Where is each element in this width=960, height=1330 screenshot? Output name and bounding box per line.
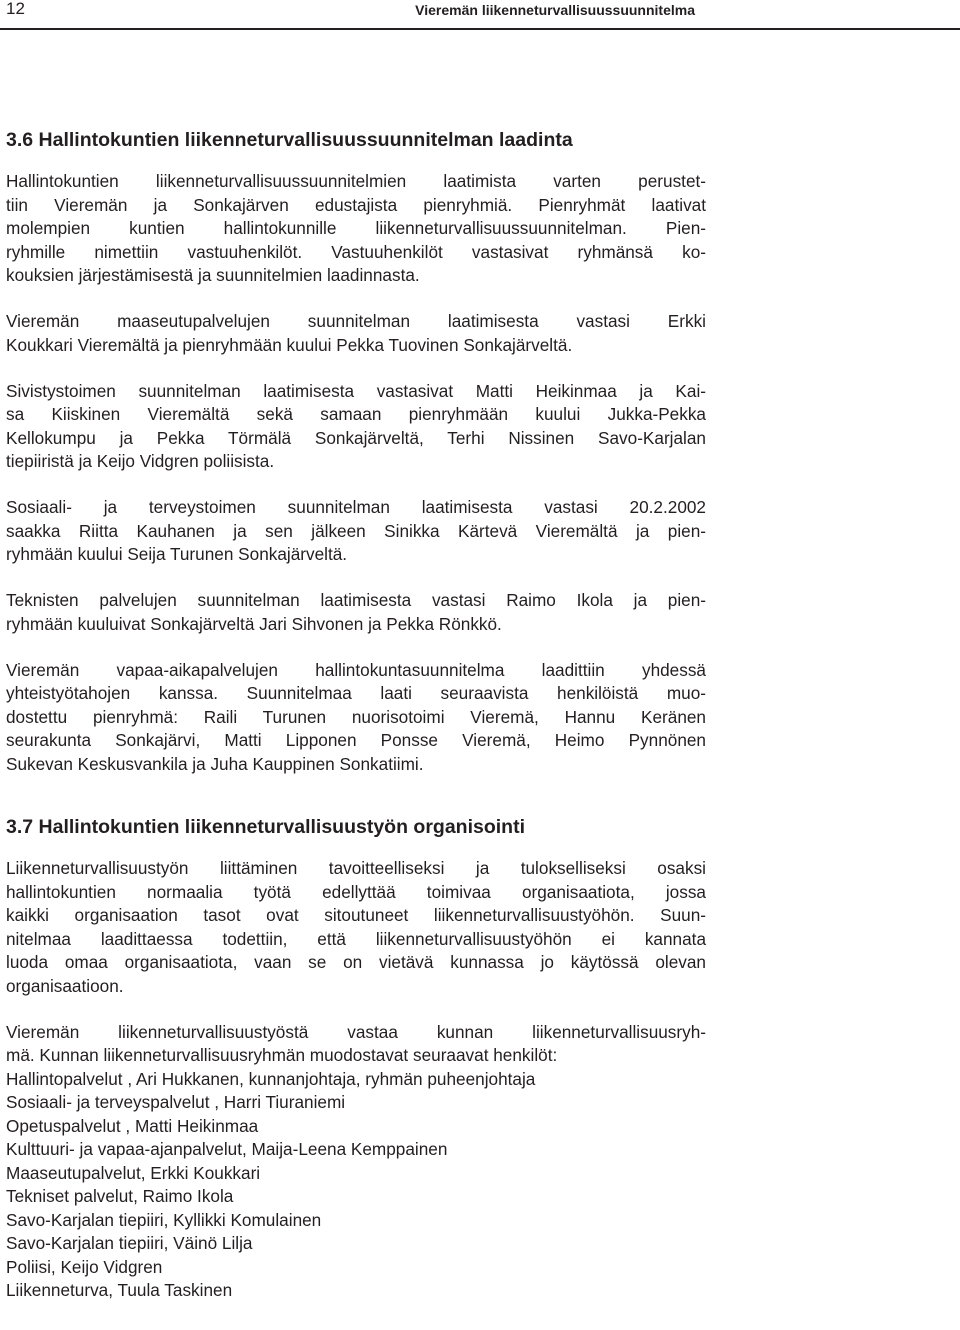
paragraph: [6, 659, 706, 777]
paragraph: [6, 170, 706, 288]
text-line: sa Kiiskinen Vieremältä sekä samaan pienryhmään kuului Jukka-Pekka: [6, 404, 706, 424]
text-line: saakka Riitta Kauhanen ja sen jälkeen Sinikka Kärtevä Vieremältä ja pien-: [6, 520, 706, 541]
text-line: ryhmille nimettiin vastuuhenkilöt. Vastuuhenkilöt vastasivat ryhmänsä ko-: [6, 241, 706, 262]
text-line: hallintokuntien normaalia työtä edellyttää toimivaa organisaatiota, jossa: [6, 881, 706, 902]
paragraph: [6, 310, 706, 357]
text-line: Vieremän maaseutupalvelujen suunnitelman laatimisesta vastasi Erkki: [6, 311, 706, 331]
text-line: molempien kuntien hallintokunnille liikenneturvallisuussuunnitelman. Pien-: [6, 218, 706, 238]
text-line: Liikenneturvallisuustyön liittäminen tavoitteelliseksi ja tulokselliseksi osaksi: [6, 858, 706, 878]
section-heading-3-6: 3.6 Hallintokuntien liikenneturvallisuussuunnitelman laadinta: [6, 129, 573, 151]
text-line: mä. Kunnan liikenneturvallisuusryhmän muodostavat seuraavat henkilöt:: [6, 1045, 558, 1065]
text-line: seurakunta Sonkajärvi, Matti Lipponen Ponsse Vieremä, Heimo Pynnönen: [6, 730, 706, 750]
list-item: Liikenneturva, Tuula Taskinen: [6, 1280, 233, 1300]
text-line: dostettu pienryhmä: Raili Turunen nuorisotoimi Vieremä, Hannu Keränen: [6, 706, 706, 727]
text-line: Sivistystoimen suunnitelman laatimisesta vastasivat Matti Heikinmaa ja Kai-: [6, 380, 706, 401]
text-line: Koukkari Vieremältä ja pienryhmään kuului Pekka Tuovinen Sonkajärveltä.: [6, 334, 573, 355]
list-item: Hallintopalvelut , Ari Hukkanen, kunnanjohtaja, ryhmän puheenjohtaja: [6, 1068, 536, 1089]
text-line: Sukevan Keskusvankila ja Juha Kauppinen Sonkatiimi.: [6, 753, 424, 774]
list-item: Savo-Karjalan tiepiiri, Väinö Lilja: [6, 1233, 253, 1253]
text-line: luoda omaa organisaatiota, vaan se on vietävä kunnassa jo käytössä olevan: [6, 952, 706, 972]
text-line: ryhmään kuuluivat Sonkajärveltä Jari Sihvonen ja Pekka Rönkkö.: [6, 613, 502, 634]
member-list: [6, 1068, 706, 1303]
text-line: tiin Vieremän ja Sonkajärven edustajista pienryhmiä. Pienryhmät laativat: [6, 194, 706, 215]
text-line: tiepiiristä ja Keijo Vidgren poliisista.: [6, 451, 275, 471]
paragraph: [6, 380, 706, 474]
text-line: organisaatioon.: [6, 975, 124, 996]
list-item: Savo-Karjalan tiepiiri, Kyllikki Komulainen: [6, 1209, 322, 1230]
text-line: yhteistyötahojen kanssa. Suunnitelmaa laati seuraavista henkilöistä muo-: [6, 683, 706, 703]
paragraph: [6, 1021, 706, 1068]
list-item: Tekniset palvelut, Raimo Ikola: [6, 1186, 234, 1206]
text-line: Sosiaali- ja terveystoimen suunnitelman laatimisesta vastasi 20.2.2002: [6, 497, 706, 517]
document-body: [6, 125, 706, 1303]
section-heading-3-7: 3.7 Hallintokuntien liikenneturvallisuustyön organisointi: [6, 816, 525, 838]
text-line: Hallintokuntien liikenneturvallisuussuunnitelmien laatimista varten perustet-: [6, 171, 706, 191]
paragraph: [6, 857, 706, 998]
list-item: Kulttuuri- ja vapaa-ajanpalvelut, Maija-Leena Kemppainen: [6, 1139, 448, 1159]
paragraph: [6, 589, 706, 636]
text-line: Kellokumpu ja Pekka Törmälä Sonkajärveltä, Terhi Nissinen Savo-Karjalan: [6, 427, 706, 448]
header-rule: [0, 28, 960, 30]
text-line: ryhmään kuului Seija Turunen Sonkajärveltä.: [6, 544, 348, 564]
paragraph: [6, 496, 706, 567]
list-item: Poliisi, Keijo Vidgren: [6, 1256, 163, 1277]
page-number: 12: [6, 0, 25, 18]
text-line: Teknisten palvelujen suunnitelman laatimisesta vastasi Raimo Ikola ja pien-: [6, 590, 706, 610]
list-item: Maaseutupalvelut, Erkki Koukkari: [6, 1162, 261, 1183]
list-item: Opetuspalvelut , Matti Heikinmaa: [6, 1115, 259, 1136]
text-line: kouksien järjestämisestä ja suunnitelmien laadinnasta.: [6, 265, 420, 285]
text-line: kaikki organisaation tasot ovat sitoutuneet liikenneturvallisuustyöhön. Suun-: [6, 905, 706, 925]
text-line: Vieremän liikenneturvallisuustyöstä vastaa kunnan liikenneturvallisuusryh-: [6, 1021, 706, 1042]
list-item: Sosiaali- ja terveyspalvelut , Harri Tiuraniemi: [6, 1092, 346, 1112]
running-title: Vieremän liikenneturvallisuussuunnitelma: [415, 2, 695, 18]
text-line: nitelmaa laadittaessa todettiin, että liikenneturvallisuustyöhön ei kannata: [6, 928, 706, 949]
page-header: [0, 0, 960, 30]
text-line: Vieremän vapaa-aikapalvelujen hallintokuntasuunnitelma laadittiin yhdessä: [6, 659, 706, 680]
